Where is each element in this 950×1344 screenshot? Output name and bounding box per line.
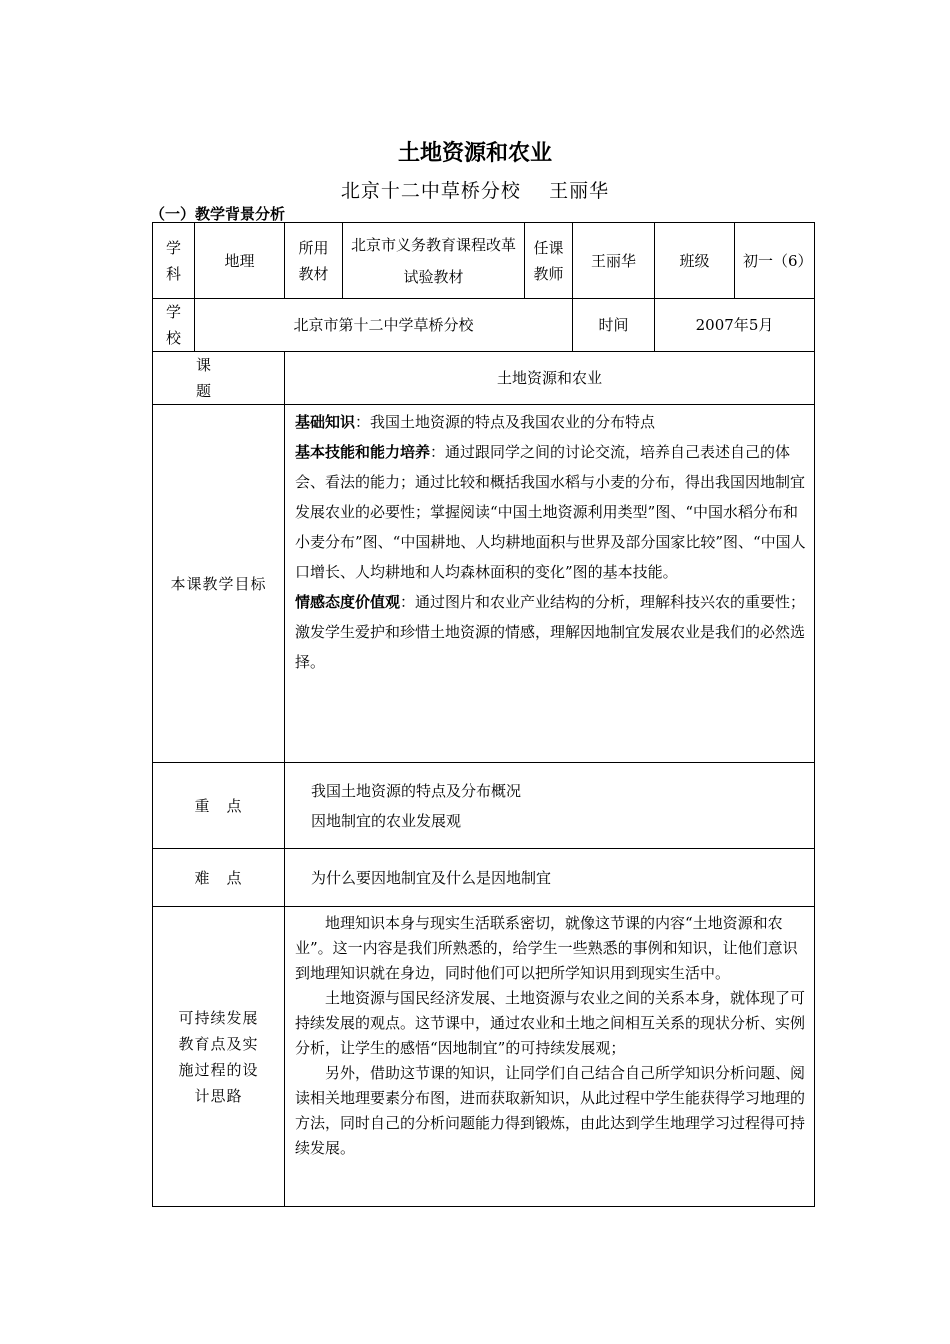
sustainable-paragraph: 另外，借助这节课的知识，让同学们自己结合自己所学知识分析问题、阅读相关地理要素分布图，进而获取新知识，从此过程中学生能获得学习地理的方法，同时自己的分析问题能力得到锻炼，由此达到学生地理学习过程得可持续发展。 <box>295 1064 806 1157</box>
knowledge-text: ：我国土地资源的特点及我国农业的分布特点 <box>355 413 656 431</box>
skills-heading: 基本技能和能力培养 <box>295 443 431 461</box>
goals-skills <box>295 437 806 587</box>
section-heading: （一）教学背景分析 <box>150 205 286 223</box>
school-value: 北京市第十二中学草桥分校 <box>195 299 573 352</box>
sustainable-content <box>285 907 815 1207</box>
difficulty-label: 难 点 <box>153 849 285 907</box>
goals-values <box>295 587 806 677</box>
class-label: 班级 <box>655 223 735 299</box>
subject-value: 地理 <box>195 223 285 299</box>
teacher-value: 王丽华 <box>573 223 655 299</box>
sustainable-paragraph: 地理知识本身与现实生活联系密切，就像这节课的内容“土地资源和农业”。这一内容是我们所熟悉的，给学生一些熟悉的事例和知识，让他们意识到地理知识就在身边，同时他们可以把所学知识用到现实生活中。 <box>295 914 798 982</box>
topic-value: 土地资源和农业 <box>285 352 815 405</box>
material-label: 所用教材 <box>285 223 343 299</box>
key-point-item: 因地制宜的农业发展观 <box>311 811 462 830</box>
sustainable-label: 可持续发展教育点及实施过程的设计思路 <box>153 907 285 1207</box>
time-value: 2007年5月 <box>655 299 815 352</box>
key-points-label: 重 点 <box>153 763 285 849</box>
author-line: 北京十二中草桥分校 王丽华 <box>340 180 610 202</box>
knowledge-heading: 基础知识 <box>295 413 356 431</box>
document-title: 土地资源和农业 <box>397 141 552 166</box>
goals-label: 本课教学目标 <box>153 405 285 763</box>
class-value: 初一（6） <box>735 223 815 299</box>
goals-knowledge <box>295 407 806 437</box>
values-text: ：通过图片和农业产业结构的分析，理解科技兴农的重要性；激发学生爱护和珍惜土地资源的情感，理解因地制宜发展农业是我们的必然选择。 <box>295 593 806 671</box>
goals-content <box>285 405 815 763</box>
lesson-background-table <box>152 222 815 1207</box>
key-points-content <box>285 763 815 849</box>
key-point-item: 我国土地资源的特点及分布概况 <box>311 781 522 800</box>
topic-label-text: 课 题 <box>195 356 287 400</box>
time-label: 时间 <box>573 299 655 352</box>
topic-label <box>153 352 285 405</box>
sustainable-paragraph: 土地资源与国民经济发展、土地资源与农业之间的关系本身，就体现了可持续发展的观点。这节课中，通过农业和土地之间相互关系的现状分析、实例分析，让学生的感悟“因地制宜”的可持续发展观； <box>295 989 806 1057</box>
skills-text: ：通过跟同学之间的讨论交流，培养自己表述自己的体会、看法的能力；通过比较和概括我国水稻与小麦的分布，得出我国因地制宜发展农业的必要性；掌握阅读“中国土地资源利用类型”图、“中国水稻分布和小麦分布”图、“中国耕地、人均耕地面积与世界及部分国家比较”图、“中国人口增长、人均耕地和人均森林面积的变化”图的基本技能。 <box>295 443 806 581</box>
values-heading: 情感态度价值观 <box>295 593 401 611</box>
school-label: 学校 <box>153 299 195 352</box>
material-value: 北京市义务教育课程改革试验教材 <box>343 223 525 299</box>
difficulty-value: 为什么要因地制宜及什么是因地制宜 <box>285 849 815 907</box>
subject-label: 学科 <box>153 223 195 299</box>
teacher-label: 任课教师 <box>525 223 573 299</box>
